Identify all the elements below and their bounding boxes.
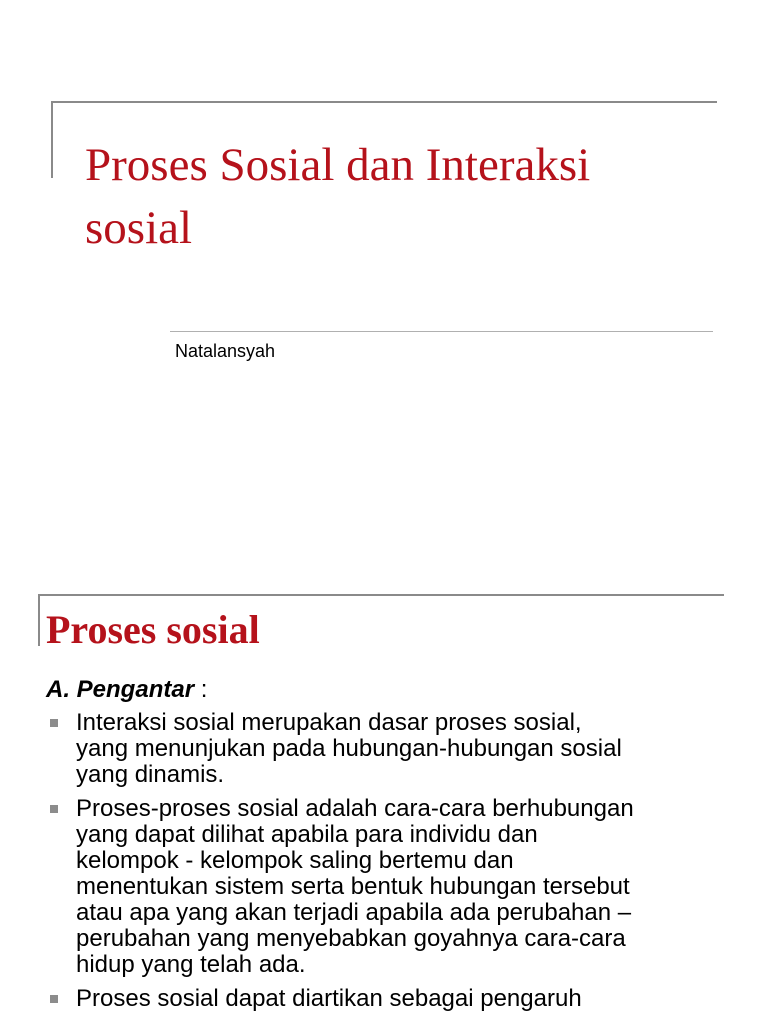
section-heading <box>46 676 207 704</box>
slide-title <box>85 134 705 260</box>
bullet-list <box>0 710 768 1020</box>
slide-title-line-2: sosial <box>85 202 193 254</box>
frame-left-rule <box>51 101 53 178</box>
author-name: Natalansyah <box>175 341 276 361</box>
square-bullet-icon <box>50 805 58 813</box>
bullet-line: Proses-proses sosial adalah cara-cara berhubungan <box>76 795 634 822</box>
bullet-item <box>0 796 768 978</box>
bullet-text <box>76 986 748 1012</box>
bullet-line: atau apa yang akan terjadi apabila ada perubahan – <box>76 899 632 926</box>
bullet-line: yang dapat dilihat apabila para individu dan <box>76 821 538 848</box>
frame-left-rule <box>38 594 40 646</box>
slide-title-line-1: Proses Sosial dan Interaksi <box>85 139 591 191</box>
bullet-text <box>76 710 748 788</box>
bullet-line: kelompok - kelompok saling bertemu dan <box>76 847 514 874</box>
bullet-line: Proses sosial dapat diartikan sebagai pengaruh <box>76 985 582 1012</box>
bullet-line: yang dinamis. <box>76 761 225 788</box>
bullet-line: perubahan yang menyebabkan goyahnya cara-cara <box>76 925 626 952</box>
square-bullet-icon <box>50 719 58 727</box>
bullet-item <box>0 710 768 788</box>
frame-top-rule <box>38 594 724 596</box>
bullet-line: yang menunjukan pada hubungan-hubungan sosial <box>76 735 622 762</box>
bullet-line: Interaksi sosial merupakan dasar proses sosial, <box>76 709 582 736</box>
section-colon: : <box>194 676 208 703</box>
frame-top-rule <box>51 101 717 103</box>
content-slide <box>0 560 768 1024</box>
bullet-line: hidup yang telah ada. <box>76 951 306 978</box>
slide-heading: Proses sosial <box>46 607 260 652</box>
subtitle-rule <box>170 331 713 332</box>
bullet-line: menentukan sistem serta bentuk hubungan tersebut <box>76 873 630 900</box>
section-label: A. Pengantar <box>46 676 195 703</box>
square-bullet-icon <box>50 995 58 1003</box>
bullet-item <box>0 986 768 1012</box>
bullet-text <box>76 796 748 978</box>
